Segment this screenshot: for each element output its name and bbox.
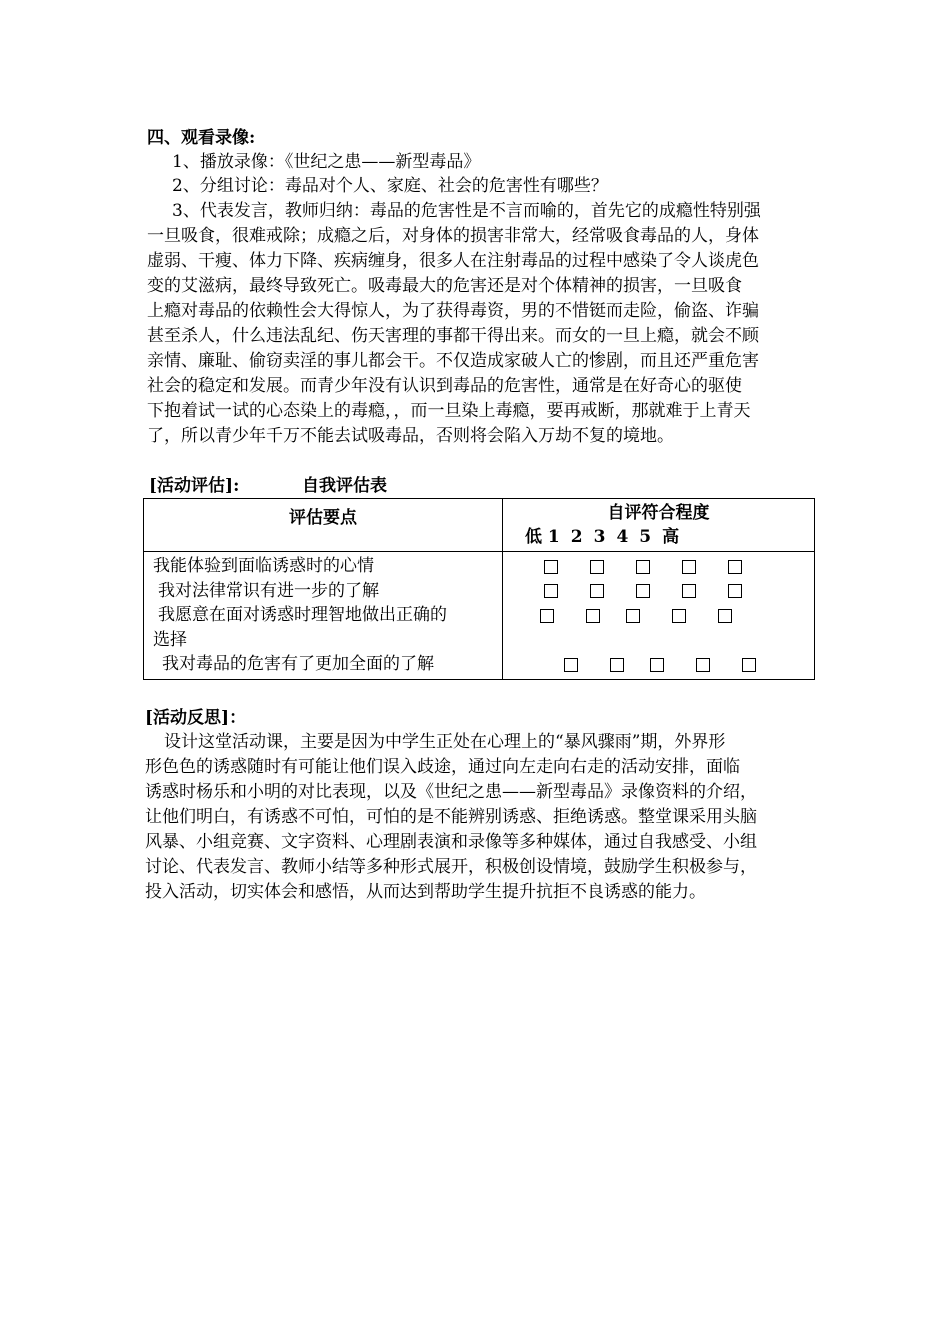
- paragraph-line: 让他们明白，有诱惑不可怕，可怕的是不能辨别诱惑、拒绝诱惑。整堂课采用头脑: [145, 807, 757, 827]
- paragraph-line: 讨论、代表发言、教师小结等多种形式展开，积极创设情境，鼓励学生积极参与，: [145, 857, 757, 877]
- list-item: 2、分组讨论：毒品对个人、家庭、社会的危害性有哪些？: [172, 176, 608, 196]
- paragraph-line: 诱惑时杨乐和小明的对比表现，以及《世纪之患——新型毒品》录像资料的介绍，: [145, 782, 757, 802]
- checkbox[interactable]: [626, 609, 640, 623]
- paragraph-line: 下抱着试一试的心态染上的毒瘾，，而一旦染上毒瘾，要再戒断，那就难于上青天: [147, 401, 751, 421]
- paragraph-line: 风暴、小组竞赛、文字资料、心理剧表演和录像等多种媒体，通过自我感受、小组: [145, 832, 757, 852]
- checkbox[interactable]: [590, 584, 604, 598]
- checkbox[interactable]: [650, 658, 664, 672]
- checkbox[interactable]: [586, 609, 600, 623]
- table-row-label: 我对毒品的危害有了更加全面的了解: [162, 654, 434, 674]
- scale-2: 2: [570, 527, 583, 547]
- column-header-label: 评估要点: [289, 508, 357, 528]
- paragraph-line: 变的艾滋病，最终导致死亡。吸毒最大的危害还是对个体精神的损害，一旦吸食: [147, 276, 742, 296]
- table-row-label: 我愿意在面对诱惑时理智地做出正确的: [158, 605, 447, 625]
- checkbox[interactable]: [728, 560, 742, 574]
- scale-low-1: 低 1: [525, 527, 560, 547]
- scale-high: 高: [662, 527, 680, 547]
- list-item: 1、播放录像：《世纪之患——新型毒品》: [172, 152, 481, 172]
- paragraph-line: 形色色的诱惑随时有可能让他们误入歧途，通过向左走向右走的活动安排，面临: [145, 757, 740, 777]
- table-row: [503, 554, 814, 579]
- scale-4: 4: [616, 527, 629, 547]
- paragraph-line: 虚弱、干瘦、体力下降、疾病缠身，很多人在注射毒品的过程中感染了令人谈虎色: [147, 251, 759, 271]
- checkbox[interactable]: [742, 658, 756, 672]
- assessment-label: [活动评估]:: [149, 476, 240, 496]
- checkbox[interactable]: [610, 658, 624, 672]
- checkbox[interactable]: [636, 584, 650, 598]
- rating-scale: [503, 525, 814, 549]
- table-row-spacer: [503, 628, 814, 653]
- checkbox[interactable]: [636, 560, 650, 574]
- checkbox[interactable]: [728, 584, 742, 598]
- paragraph-line: 投入活动，切实体会和感悟，从而达到帮助学生提升抗拒不良诱惑的能力。: [145, 882, 706, 902]
- column-header-points: [144, 499, 503, 552]
- paragraph-line: 上瘾对毒品的依赖性会大得惊人，为了获得毒资，男的不惜铤而走险，偷盗、诈骗: [147, 301, 759, 321]
- paragraph-line: 社会的稳定和发展。而青少年没有认识到毒品的危害性，通常是在好奇心的驱使: [147, 376, 742, 396]
- paragraph-line: 甚至杀人，什么违法乱纪、伤天害理的事都干得出来。而女的一旦上瘾，就会不顾: [147, 326, 759, 346]
- paragraph-line: 设计这堂活动课，主要是因为中学生正处在心理上的“暴风骤雨”期，外界形: [164, 732, 726, 752]
- rating-checkboxes: [503, 552, 815, 680]
- section-heading: 四、观看录像:: [147, 128, 256, 148]
- checkbox[interactable]: [672, 609, 686, 623]
- checkbox[interactable]: [544, 560, 558, 574]
- checkbox[interactable]: [682, 560, 696, 574]
- checkbox[interactable]: [718, 609, 732, 623]
- table-row-label: 选择: [153, 629, 187, 650]
- scale-3: 3: [593, 527, 606, 547]
- checkbox[interactable]: [682, 584, 696, 598]
- checkbox[interactable]: [540, 609, 554, 623]
- checkbox[interactable]: [590, 560, 604, 574]
- checkbox[interactable]: [564, 658, 578, 672]
- reflection-heading: [活动反思]：: [145, 708, 247, 728]
- paragraph-line: 了，所以青少年千万不能去试吸毒品，否则将会陷入万劫不复的境地。: [147, 426, 674, 446]
- assessment-title: 自我评估表: [302, 476, 387, 496]
- paragraph-line: 3、代表发言，教师归纳：毒品的危害性是不言而喻的，首先它的成瘾性特别强: [172, 201, 761, 221]
- column-header-degree: [503, 499, 815, 552]
- table-row: [503, 603, 814, 628]
- assessment-items: [144, 552, 503, 680]
- checkbox[interactable]: [696, 658, 710, 672]
- self-assessment-table: [143, 498, 815, 680]
- table-row-label: 我能体验到面临诱惑时的心情: [153, 556, 374, 576]
- table-row-label: 我对法律常识有进一步的了解: [158, 580, 379, 601]
- table-row: [503, 652, 814, 677]
- paragraph-line: 一旦吸食，很难戒除；成瘾之后，对身体的损害非常大，经常吸食毒品的人，身体: [147, 226, 759, 246]
- checkbox[interactable]: [544, 584, 558, 598]
- column-header-label: 自评符合程度: [607, 503, 710, 523]
- paragraph-line: 亲情、廉耻、偷窃卖淫的事儿都会干。不仅造成家破人亡的惨剧，而且还严重危害: [147, 351, 759, 371]
- scale-5: 5: [639, 527, 652, 547]
- table-row: [503, 579, 814, 604]
